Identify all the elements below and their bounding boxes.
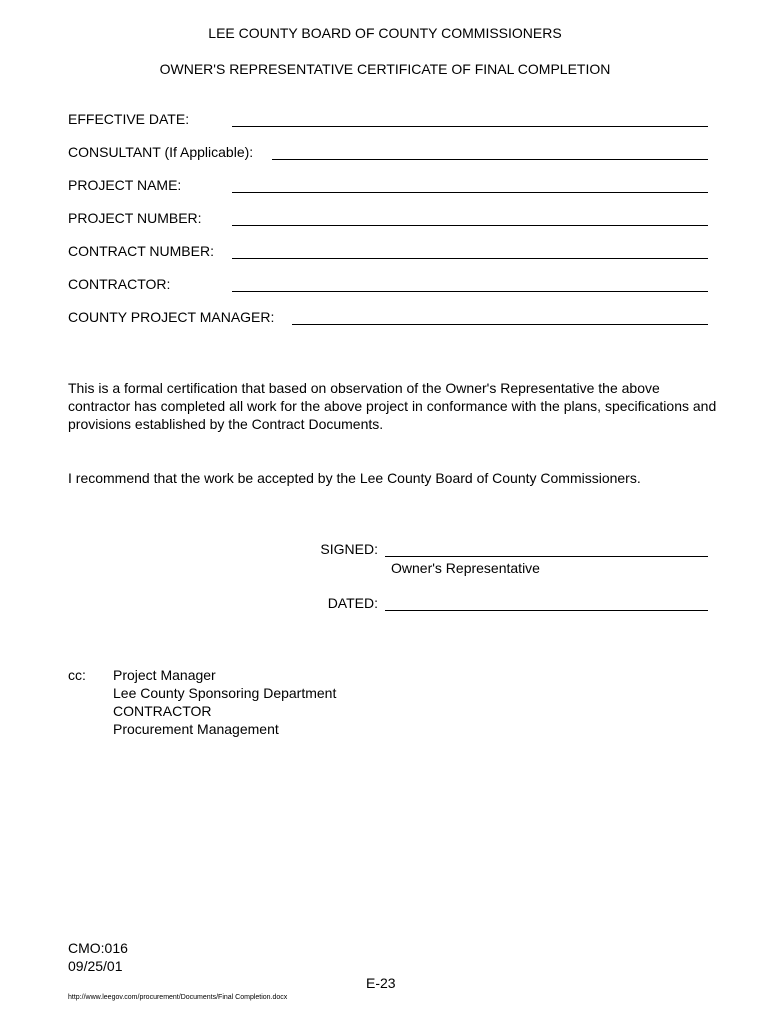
signed-label: SIGNED: [320, 541, 378, 557]
file-path: http://www.leegov.com/procurement/Documents/Final Completion.docx [68, 994, 288, 1001]
signature-line[interactable] [385, 556, 708, 557]
field-label-project-name: PROJECT NAME: [68, 177, 182, 193]
field-label-project-number: PROJECT NUMBER: [68, 210, 202, 226]
field-line-project-number[interactable] [232, 225, 708, 226]
field-line-county-project-manager[interactable] [292, 324, 708, 325]
cc-recipient: Project Manager [113, 667, 216, 683]
field-line-effective-date[interactable] [232, 126, 708, 127]
field-label-contractor: CONTRACTOR: [68, 276, 171, 292]
document-title: LEE COUNTY BOARD OF COUNTY COMMISSIONERS [208, 25, 562, 41]
cc-recipient: CONTRACTOR [113, 703, 212, 719]
field-line-consultant[interactable] [272, 159, 708, 160]
cc-label: cc: [68, 667, 86, 683]
dated-label: DATED: [327, 595, 378, 611]
field-label-county-project-manager: COUNTY PROJECT MANAGER: [68, 309, 275, 325]
field-line-project-name[interactable] [232, 192, 708, 193]
form-code: CMO:016 [68, 940, 128, 956]
signer-title: Owner's Representative [391, 560, 540, 576]
cc-recipient: Lee County Sponsoring Department [113, 685, 337, 701]
certification-paragraph: This is a formal certification that based on observation of the Owner's Representative the above contractor has completed all work for the above project in conformance with the plans, specifications and provisions established by the Contract Documents. [68, 380, 717, 432]
field-line-contract-number[interactable] [232, 258, 708, 259]
field-label-effective-date: EFFECTIVE DATE: [68, 111, 190, 127]
page-number: E-23 [366, 975, 396, 991]
document-subtitle: OWNER'S REPRESENTATIVE CERTIFICATE OF FINAL COMPLETION [159, 61, 611, 77]
field-label-consultant: CONSULTANT (If Applicable): [68, 144, 254, 160]
cc-recipient: Procurement Management [113, 721, 279, 737]
field-line-contractor[interactable] [232, 291, 708, 292]
field-label-contract-number: CONTRACT NUMBER: [68, 243, 214, 259]
form-date: 09/25/01 [68, 958, 123, 974]
dated-line[interactable] [385, 610, 708, 611]
recommendation-paragraph: I recommend that the work be accepted by the Lee County Board of County Commissioners. [68, 470, 641, 486]
